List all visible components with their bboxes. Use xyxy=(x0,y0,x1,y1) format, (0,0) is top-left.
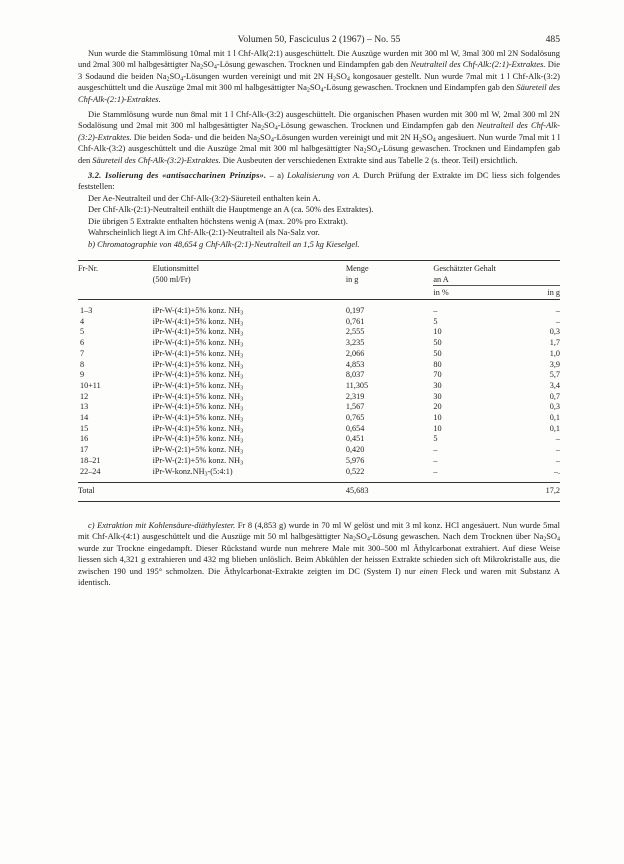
cell-menge: 2,555 xyxy=(345,327,365,337)
col-elution: Elutionsmittel xyxy=(153,260,346,274)
finding-line: Der Ae-Neutralteil und der Chf-Alk-(3:2)-Säureteil enthalten kein A. xyxy=(88,192,321,203)
cell-fr: 4 xyxy=(80,316,85,326)
section-3-2: 3.2. Isolierung des «antisaccharinen Prinzips». – a) Lokalisierung von A. Durch Prüfung der Extrakte im DC liess sich folgendes feststellen: xyxy=(78,170,560,192)
cell-elution: iPr-W-(4:1)+5% konz. $NH_3$ xyxy=(152,402,244,413)
cell-pct: 80 xyxy=(433,359,442,369)
cell-fr: 1–3 xyxy=(80,306,93,316)
cell-ing: – xyxy=(555,445,560,455)
cell-fr: 16 xyxy=(80,434,89,444)
cell-elution: iPr-W-(4:1)+5% konz. $NH_3$ xyxy=(152,338,244,349)
journal-page xyxy=(78,34,560,588)
cell-ing: – xyxy=(555,455,560,465)
cell-menge: 5,976 xyxy=(345,455,365,465)
cell-menge: 1,567 xyxy=(345,402,365,412)
cell-ing: 0,7 xyxy=(549,391,560,401)
cell-pct: – xyxy=(433,445,438,455)
cell-pct: 30 xyxy=(433,380,442,390)
cell-menge: 0,522 xyxy=(345,466,365,476)
cell-fr: 18–21 xyxy=(80,455,101,465)
table-row xyxy=(78,370,560,381)
cell-fr: 22–24 xyxy=(80,466,101,476)
table-row xyxy=(78,456,560,467)
section-heading: 3.2. Isolierung des «antisaccharinen Prinzips». xyxy=(88,170,267,181)
cell-elution: iPr-W-(4:1)+5% konz. $NH_3$ xyxy=(152,434,244,445)
cell-menge: 0,420 xyxy=(345,445,365,455)
cell-elution: iPr-W-(4:1)+5% konz. $NH_3$ xyxy=(152,327,244,338)
chromatography-table: Fr-Nr. Elutionsmittel Menge Geschätzter Gehalt (500 ml/Fr) in g an A in % in g 1–3 iPr-W-(4:1)+5% konz. $NH_3$ 0,197 – – 4 iPr-W-(4:1)+5% konz. $NH_3$ 0,761 5 – 5 iPr-W-(4:1)+5% konz. $NH_3$ 2,555 10 0,3 6 iPr-W-(4:1)+5% konz. $NH_3$ 3,235 50 1,7 7 iPr-W-(4:1)+5% konz. $NH_3$ 2,066 50 1,0 8 iPr-W-(4:1)+5% konz. $NH_3$ 4,853 80 3,9 9 iPr-W-(4:1)+5% konz. $NH_3$ 8,037 70 5,7 10+11 iPr-W-(4:1)+5% konz. $NH_3$ 11,305 30 3,4 12 iPr-W-(4:1)+5% konz. $NH_3$ 2,319 30 0,7 13 iPr-W-(4:1)+5% konz. $NH_3$ 1,567 20 0,3 14 iPr-W-(4:1)+5% konz. $NH_3$ 0,765 10 0,1 15 iPr-W-(4:1)+5% konz. $NH_3$ 0,654 10 0,1 16 iPr-W-(4:1)+5% konz. $NH_3$ 0,451 5 – 17 iPr-W-(2:1)+5% konz. $NH_3$ 0,420 – – 18–21 iPr-W-(2:1)+5% konz. $NH_3$ 5,976 – – 22–24 iPr-$W-konz.NH_3-(5:4:1)$ 0,522 – –. Total 45,683 17,2 xyxy=(78,260,560,502)
col-ing: in g xyxy=(505,286,560,300)
cell-fr: 12 xyxy=(80,391,89,401)
cell-pct: 50 xyxy=(433,338,442,348)
cell-ing: 3,9 xyxy=(549,359,560,369)
cell-menge: 11,305 xyxy=(345,380,369,390)
cell-elution: iPr-W-(4:1)+5% konz. $NH_3$ xyxy=(152,380,244,392)
finding-line: Die übrigen 5 Extrakte enthalten höchstens wenig A (max. 20% pro Extrakt). xyxy=(88,215,348,226)
table-row xyxy=(78,317,560,328)
table-row xyxy=(78,338,560,349)
cell-ing: – xyxy=(555,306,560,316)
col-fr: Fr-Nr. xyxy=(78,260,153,274)
table-row xyxy=(78,434,560,445)
cell-fr: 15 xyxy=(80,423,89,433)
cell-fr: 17 xyxy=(80,445,89,455)
cell-ing: 0,1 xyxy=(549,423,560,433)
cell-elution: iPr-W-(4:1)+5% konz. $NH_3$ xyxy=(152,423,244,435)
table-row xyxy=(78,306,560,317)
cell-ing: 0,3 xyxy=(549,327,560,337)
cell-pct: 20 xyxy=(433,402,442,412)
cell-menge: 0,197 xyxy=(345,306,365,316)
cell-fr: 13 xyxy=(80,402,89,412)
paragraph-chf-alk-3-2: Die Stammlösung wurde nun 8mal mit 1 l Chf-Alk-(3:2) ausgeschüttelt. Die organischen Phasen wurden mit 300 ml W, 2mal 300 ml 2N Sodalösung und 2mal mit 300 ml halbgesättigter $Na_2SO_4$-Lösung gewaschen. Trocknen und Eindampfen gab den Neutralteil des Chf-Alk-(3:2)-Extraktes. Die beiden Soda- und die beiden $Na_2SO_4$-Lösungen wurden vereinigt und mit 2N $H_2SO_4$ angesäuert. Nun wurde 7mal mit 1 l Chf-Alk-(3:2) ausgeschüttelt und die Auszüge 2mal mit 300 ml halbgesättigter $Na_2SO_4$-Lösung gewaschen. Trocknen und Eindampfen gab den Säureteil des Chf-Alk-(3:2)-Extraktes. Die Ausbeuten der verschiedenen Extrakte sind aus Tabelle 2 (s. theor. Teil) ersichtlich. xyxy=(78,109,560,165)
cell-pct: 30 xyxy=(433,391,442,401)
cell-menge: 2,319 xyxy=(345,391,365,401)
cell-menge: 0,654 xyxy=(345,423,365,433)
cell-elution: iPr-W-(4:1)+5% konz. $NH_3$ xyxy=(152,370,244,381)
cell-pct: 50 xyxy=(433,348,442,358)
subsection-b-title: b) Chromatographie von 48,654 g Chf-Alk-(2:1)-Neutralteil an 1,5 kg Kieselgel. xyxy=(88,238,360,249)
cell-fr: 6 xyxy=(80,338,85,348)
cell-ing: 1,7 xyxy=(549,338,560,348)
cell-pct: – xyxy=(433,466,438,476)
cell-ing: – xyxy=(555,316,560,326)
cell-menge: 0,761 xyxy=(345,316,365,326)
cell-fr: 10+11 xyxy=(80,380,101,390)
col-menge: Menge xyxy=(346,260,434,274)
cell-ing: 0,3 xyxy=(549,402,560,412)
col-pct: in % xyxy=(433,286,505,300)
table-row xyxy=(78,467,560,478)
cell-pct: 5 xyxy=(433,434,438,444)
table-total-row: Total 45,683 17,2 xyxy=(78,486,560,496)
table-row xyxy=(78,424,560,435)
cell-pct: 5 xyxy=(433,316,438,326)
cell-elution: iPr-W-(4:1)+5% konz. $NH_3$ xyxy=(152,306,244,317)
col-gehalt: Geschätzter Gehalt xyxy=(433,260,560,274)
cell-ing: 1,0 xyxy=(549,348,560,358)
table-row xyxy=(78,392,560,403)
cell-pct: – xyxy=(433,455,438,465)
paragraph-chf-alk-2-1: Nun wurde die Stammlösung 10mal mit 1 l Chf-Alk(2:1) ausgeschüttelt. Die Auszüge wurden mit 300 ml W, 3mal 300 ml 2N Sodalösung und 2mal 300 ml halbgesättigter $Na_2SO_4$-Lösung gewaschen. Trocknen und Eindampfen gab den Neutralteil des Chf-Alk:(2:1)-Extraktes. Die 3 Sodaund die beiden $Na_2SO_4$-Lösungen wurden vereinigt und mit 2N $H_2SO_4$ kongosauer gestellt. Nun wurde 7mal mit 1 l Chf-Alk-(3:2) ausgeschüttelt und die Auszüge 2mal mit 300 ml halbgesättigter $Na_2SO_4$-Lösung gewaschen. Trocknen und Eindampfen gab den Säureteil des Chf-Alk-(2:1)-Extraktes. xyxy=(78,48,560,104)
table-row xyxy=(78,413,560,424)
cell-elution: iPr-W-(4:1)+5% konz. $NH_3$ xyxy=(152,348,244,360)
cell-elution: iPr-W-(2:1)+5% konz. $NH_3$ xyxy=(152,455,244,467)
finding-line: Der Chf-Alk-(2:1)-Neutralteil enthält die Hauptmenge an A (ca. 50% des Extraktes). xyxy=(88,204,374,215)
cell-elution: iPr-W-(4:1)+5% konz. $NH_3$ xyxy=(152,413,244,424)
finding-line: Wahrscheinlich liegt A im Chf-Alk-(2:1)-Neutralteil als Na-Salz vor. xyxy=(88,227,320,238)
table-row xyxy=(78,445,560,456)
cell-ing: 0,1 xyxy=(549,413,560,423)
table-row xyxy=(78,402,560,413)
running-header xyxy=(78,34,560,48)
cell-menge: 4,853 xyxy=(345,359,365,369)
cell-pct: 10 xyxy=(433,327,442,337)
cell-pct: 10 xyxy=(433,413,442,423)
cell-menge: 0,765 xyxy=(345,413,365,423)
cell-elution: iPr-W-(2:1)+5% konz. $NH_3$ xyxy=(152,445,244,456)
cell-menge: 8,037 xyxy=(345,370,365,380)
table-row xyxy=(78,349,560,360)
section-c-extraktion: c) Extraktion mit Kohlensäure-diäthylester. Fr 8 (4,853 g) wurde in 70 ml W gelöst und mit 3 ml konz. HCl angesäuert. Nun wurde 5mal mit Chf-Alk-(4:1) ausgeschüttelt und die Auszüge mit 50 ml halbgesättigter $Na_2SO_4$-Lösung gewaschen. Nach dem Trocknen über $Na_2SO_4$ wurde zur Trockne eingedampft. Dieser Rückstand wurde nun mehrere Male mit 300–500 ml Äthylcarbonat extrahiert. Auf diese Weise liessen sich 4,321 g extrahieren und 432 mg blieben unlöslich. Beim Abkühlen der heissen Extrakte schieden sich oft Mikrokristalle aus, die zwischen 190 und 195° schmolzen. Die Äthylcarbonat-Extrakte zeigten im DC (System I) nur einen Fleck und waren mit Substanz A identisch. xyxy=(78,519,560,587)
journal-title: Volumen 50, Fasciculus 2 (1967) – No. 55 xyxy=(237,34,401,45)
cell-ing: 3,4 xyxy=(549,380,560,390)
cell-fr: 9 xyxy=(80,370,85,380)
cell-pct: 10 xyxy=(433,423,442,433)
page-number: 485 xyxy=(545,34,560,45)
cell-menge: 0,451 xyxy=(345,434,365,444)
cell-ing: 5,7 xyxy=(549,370,560,380)
table-row xyxy=(78,327,560,338)
cell-fr: 5 xyxy=(80,327,85,337)
cell-elution: iPr-W-(4:1)+5% konz. $NH_3$ xyxy=(152,316,244,328)
cell-fr: 14 xyxy=(80,413,89,423)
cell-pct: – xyxy=(433,306,438,316)
cell-pct: 70 xyxy=(433,370,442,380)
table-row xyxy=(78,360,560,371)
cell-elution: iPr-W-(4:1)+5% konz. $NH_3$ xyxy=(152,391,244,403)
table-row xyxy=(78,381,560,392)
table-header-row xyxy=(78,260,560,274)
cell-elution: iPr-W-(4:1)+5% konz. $NH_3$ xyxy=(152,359,244,371)
cell-fr: 7 xyxy=(80,348,85,358)
cell-menge: 2,066 xyxy=(345,348,365,358)
cell-fr: 8 xyxy=(80,359,85,369)
cell-menge: 3,235 xyxy=(345,338,365,348)
cell-ing: –. xyxy=(553,466,560,476)
cell-ing: – xyxy=(555,434,560,444)
cell-elution: iPr-$W-konz.NH_3-(5:4:1)$ xyxy=(152,466,233,478)
